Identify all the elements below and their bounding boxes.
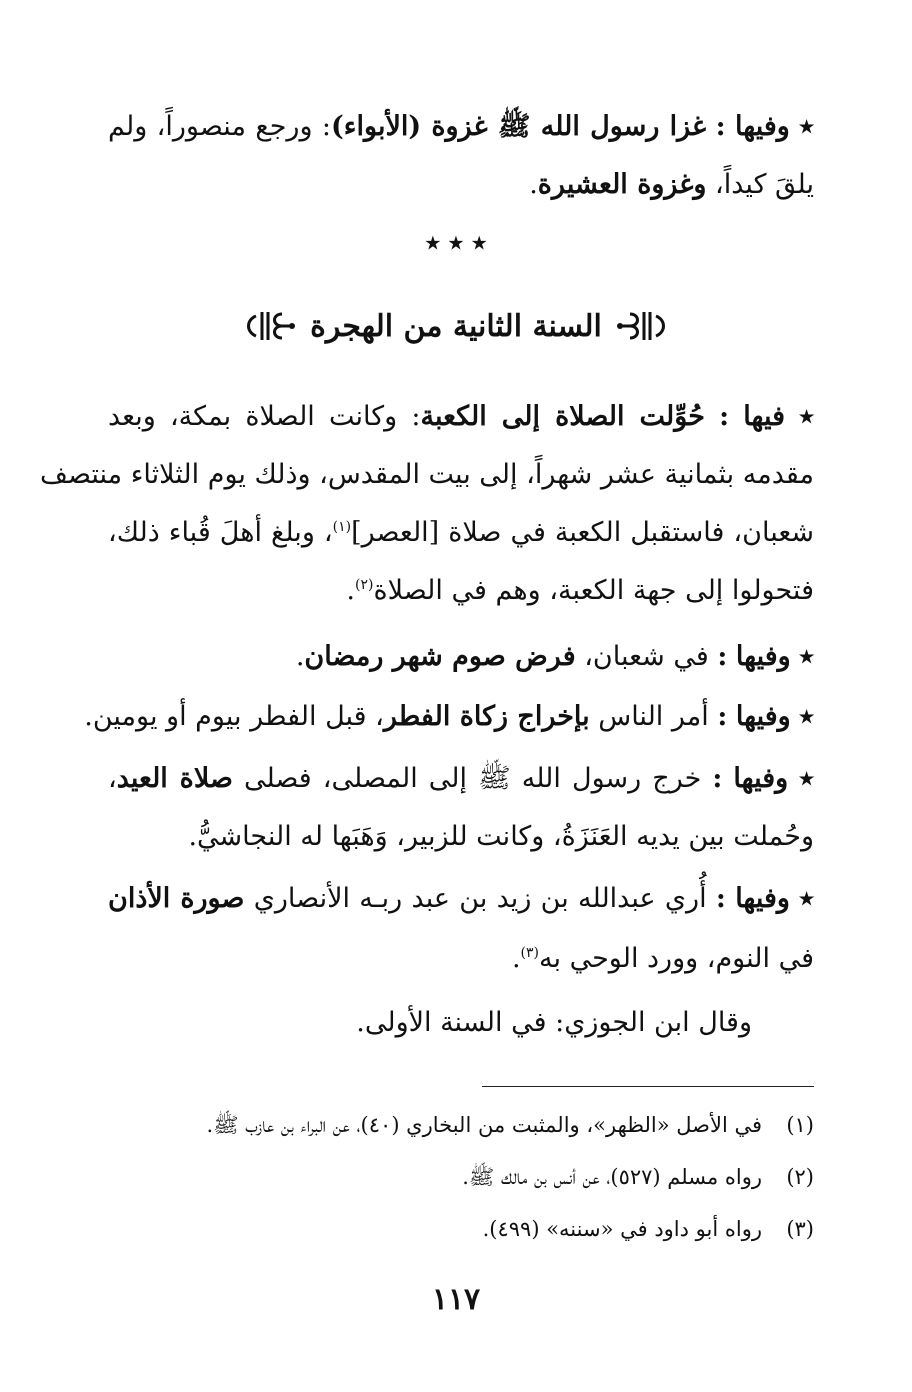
footnote-ref: (٣) <box>520 945 539 961</box>
paragraph-text: في شعبان، <box>584 641 709 672</box>
paragraph-text: ، وبلغ أهلَ قُباء ذلك، <box>108 517 333 548</box>
period: . <box>295 641 305 672</box>
footnote-ref: (١) <box>332 519 352 535</box>
section-heading <box>0 306 912 346</box>
item-label: وفيها <box>735 641 791 672</box>
paragraph-abwa-line-1 <box>108 94 814 160</box>
paragraph-text: : ورجع منصوراً، ولم <box>108 111 332 142</box>
paragraph-ibn-jawzi: وقال ابن الجوزي: في السنة الأولى. <box>356 1007 752 1038</box>
paragraph-text: أمر الناس <box>598 701 709 732</box>
item-label: وفيها <box>735 111 790 142</box>
paragraph-text: ، قبل الفطر بيوم أو يومين. <box>84 701 384 732</box>
item-label: فيها <box>743 401 786 432</box>
footnote-ref: (٢) <box>355 577 374 593</box>
footnote-text: رواه مسلم (٥٢٧)، عن أنس بن مالك ﷺ. <box>462 1165 762 1189</box>
footnote-number: (١) <box>786 1113 814 1137</box>
item-label: وفيها <box>733 763 789 794</box>
period: . <box>511 943 521 974</box>
paragraph-text: : وكانت الصلاة بمكة، وبعد <box>108 401 421 432</box>
bullet-star: ٭ <box>799 401 814 432</box>
paragraph-text: في النوم، وورد الوحي به <box>539 943 814 974</box>
paragraph-ramadan <box>108 624 814 690</box>
paragraph-qibla-line-3 <box>108 500 814 566</box>
colon: : <box>717 641 728 672</box>
paragraph-qibla-line-1 <box>108 384 814 450</box>
ornament-left-icon <box>240 306 298 346</box>
footnote-1 <box>94 1110 814 1140</box>
comma: ، <box>108 763 117 794</box>
footnote-3 <box>94 1214 814 1244</box>
paragraph-qibla-line-2: مقدمه بثمانية عشر شهراً، إلى بيت المقدس، وذلك يوم الثلاثاء منتصف <box>40 459 814 490</box>
colon: : <box>715 111 726 142</box>
bold-phrase: وغزوة العشيرة <box>537 169 707 200</box>
paragraph-text: خرج رسول الله ﷺ إلى المصلى، فصلى <box>243 763 702 794</box>
ornament-right-icon <box>614 306 672 346</box>
footnote-text: في الأصل «الظهر»، والمثبت من البخاري (٤٠)، عن البراء بن عازب ﷺ. <box>206 1113 762 1137</box>
footnote-divider <box>482 1086 814 1087</box>
section-separator: ٭ ٭ ٭ <box>425 228 487 258</box>
paragraph-adhan-line-2 <box>108 926 814 992</box>
footnote-number: (٢) <box>786 1165 814 1189</box>
footnote-2 <box>94 1162 814 1192</box>
page-number: ١١٧ <box>431 1282 481 1317</box>
footnote-number: (٣) <box>786 1217 814 1241</box>
bullet-star: ٭ <box>799 111 814 142</box>
bullet-star: ٭ <box>799 701 814 732</box>
paragraph-text: فتحولوا إلى جهة الكعبة، وهم في الصلاة <box>373 575 814 606</box>
bold-phrase: فرض صوم شهر رمضان <box>304 641 576 672</box>
bullet-star: ٭ <box>799 641 814 672</box>
paragraph-eid-line-1 <box>108 746 814 812</box>
paragraph-qibla-line-4 <box>108 558 814 624</box>
item-label: وفيها <box>735 883 790 914</box>
period: . <box>529 169 538 200</box>
colon: : <box>719 401 730 432</box>
bold-phrase: غزا رسول الله ﷺ غزوة (الأبواء) <box>331 111 707 142</box>
bullet-star: ٭ <box>799 763 814 794</box>
footnote-text: رواه أبو داود في «سننه» (٤٩٩). <box>482 1217 762 1241</box>
paragraph-zakat <box>84 684 814 750</box>
bold-phrase: حُوِّلت الصلاة إلى الكعبة <box>420 401 705 432</box>
heading-text: السنة الثانية من الهجرة <box>310 308 602 344</box>
paragraph-text: أُري عبدالله بن زيد بن عبد ربـه الأنصاري <box>253 883 707 914</box>
paragraph-abwa-line-2 <box>108 152 814 218</box>
paragraph-adhan-line-1 <box>108 866 814 932</box>
item-label: وفيها <box>735 701 791 732</box>
bold-phrase: صورة الأذان <box>108 883 245 914</box>
colon: : <box>712 763 723 794</box>
paragraph-text: يلقَ كيداً، <box>715 169 814 200</box>
colon: : <box>715 883 726 914</box>
colon: : <box>717 701 728 732</box>
period: . <box>346 575 356 606</box>
paragraph-text: شعبان، فاستقبل الكعبة في صلاة [العصر] <box>351 517 814 548</box>
bold-phrase: صلاة العيد <box>116 763 233 794</box>
bullet-star: ٭ <box>799 883 814 914</box>
paragraph-eid-line-2: وحُملت بين يديه العَنَزَةُ، وكانت للزبير، وَهَبَها له النجاشيُّ. <box>188 821 814 852</box>
bold-phrase: بإخراج زكاة الفطر <box>383 701 590 732</box>
